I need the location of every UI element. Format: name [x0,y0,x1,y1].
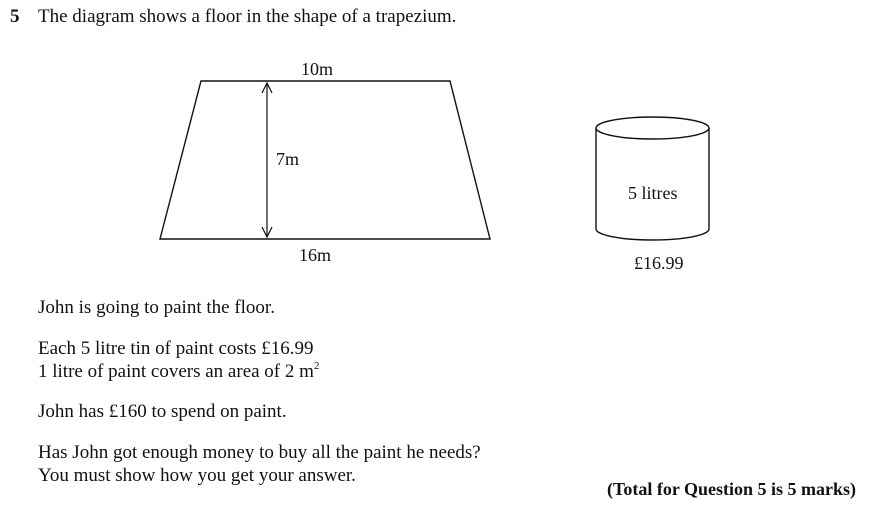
tin-price-label: £16.99 [634,253,684,273]
text-line-instruction: You must show how you get your answer. [38,465,356,486]
bottom-length-label: 16m [299,245,332,265]
tin-lid [596,117,709,139]
text-line-coverage [38,361,319,383]
text-line-tin-cost: Each 5 litre tin of paint costs £16.99 [38,338,314,359]
top-length-label: 10m [301,59,334,79]
tin-base [596,229,709,240]
question-number: 5 [10,6,20,27]
trapezium-shape [160,81,490,239]
tin-volume-label: 5 litres [628,183,678,203]
text-line-budget: John has £160 to spend on paint. [38,401,287,422]
coverage-superscript: 2 [313,360,320,372]
coverage-text: 1 litre of paint covers an area of 2 m [38,361,314,382]
question-title: The diagram shows a floor in the shape of a trapezium. [38,6,457,27]
text-line-paint-floor: John is going to paint the floor. [38,297,275,318]
text-line-question: Has John got enough money to buy all the paint he needs? [38,442,481,463]
height-label: 7m [276,149,300,169]
total-marks: (Total for Question 5 is 5 marks) [606,479,856,499]
